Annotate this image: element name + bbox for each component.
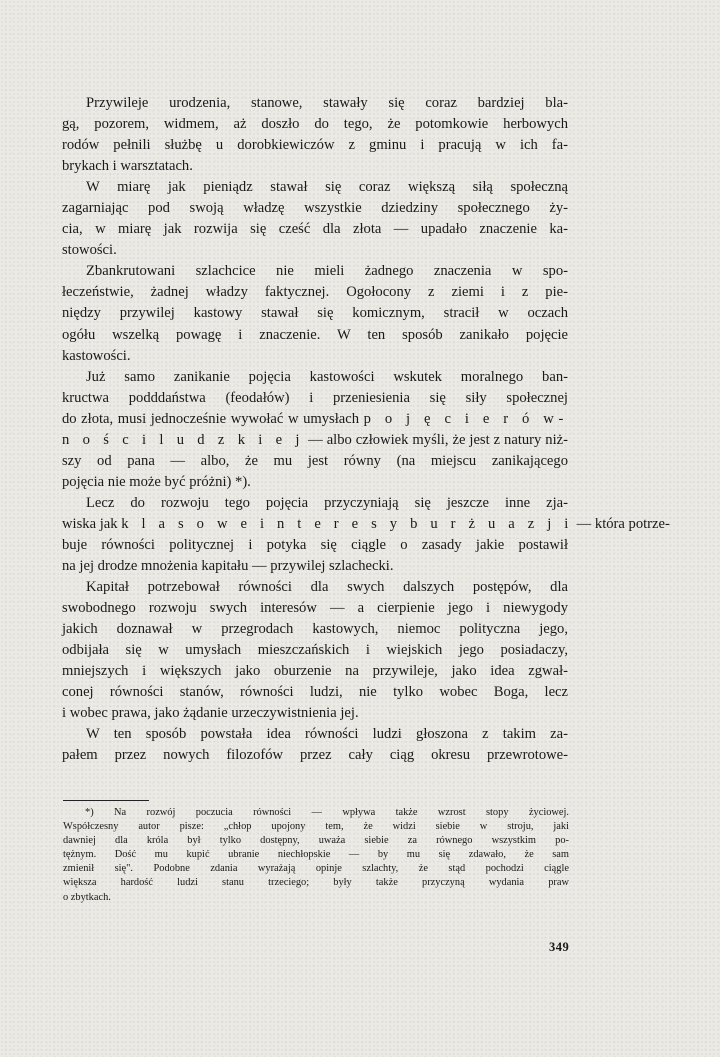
footnote-line: tężnym. Dość mu kupić ubranie niechłopskie — by mu się zdawało, że sam [63,849,569,861]
footnote-line: *) Na rozwój poczucia równości — wpływa także wzrost stopy życiowej. [85,807,569,818]
text-line [62,430,568,451]
text-segment: — która potrze- [576,515,670,532]
text-line: Kapitał potrzebował równości dla swych dalszych postępów, dla [86,579,568,596]
text-line: Lecz do rozwoju tego pojęcia przyczyniają się jeszcze inne zja- [86,494,568,511]
footnote-line: dawniej dla króla był tylko dostępny, uważa siebie za równego wszystkim po- [63,835,569,847]
text-line: niędzy przywilej kastowy stawał się komicznym, stracił w oczach [62,305,568,322]
text-segment: — albo człowiek myśli, że jest z natury niż- [308,431,568,448]
text-line: pałem przez nowych filozofów przez cały ciąg okresu przewrotowe- [62,747,568,764]
text-line: buje równości politycznej i potyka się ciągle o zasady jakie postawił [62,536,568,553]
spaced-emphasis: n o ś c i l u d z k i e j [62,431,305,448]
text-line: szy od pana — albo, że mu jest równy (na miejscu zanikającego [62,452,568,469]
text-line: rodów pełnili służbę u dorobkiewiczów z gminu i pracują w ich fa- [62,137,568,154]
text-line [62,409,568,430]
spaced-emphasis: p o j ę c i e r ó w- [363,410,569,427]
footnote-divider [63,800,149,801]
footnote-line: o zbytkach. [63,891,111,903]
footnote-line: zmienił się". Podobne zdania wyrażają opinje szlachty, że stąd pochodzi ciągle [63,863,569,875]
text-line: swobodnego rozwoju swych interesów — a cierpienie jego i niewygody [62,600,568,617]
text-line: i wobec prawa, jako żądanie urzeczywistnienia jej. [62,705,359,722]
text-line: cia, w miarę jak rozwija się cześć dla złota — upadało znaczenie ka- [62,221,568,238]
text-line: Zbankrutowani szlachcice nie mieli żadnego znaczenia w spo- [86,263,568,280]
text-line: Już samo zanikanie pojęcia kastowości wskutek moralnego ban- [86,368,568,385]
text-line: conej równości stanów, równości ludzi, nie tylko wobec Boga, lecz [62,684,568,701]
text-line: Przywileje urodzenia, stanowe, stawały się coraz bardziej bla- [86,95,568,111]
text-line: jakich doznawał w przegrodach kastowych, niemoc polityczna jego, [62,621,568,638]
text-line: mniejszych i większych jako oburzenie na przywileje, jako idea zgwał- [62,663,568,680]
text-line: brykach i warsztatach. [62,158,193,175]
text-line: stowości. [62,242,117,259]
footnote [63,806,569,905]
text-line: zagarniając pod swoją władzę wszystkie dziedziny społecznego ży- [62,200,568,217]
footnote-line: Współczesny autor pisze: „chłop upojony tem, że widzi siebie w stroju, jaki [63,821,569,833]
text-line: kastowości. [62,347,131,364]
text-line: łeczeństwie, żadnej władzy faktycznej. Ogołocony z ziemi i z pie- [62,284,568,301]
text-line: odbijała się w umysłach mieszczańskich i wiejskich jego posiadaczy, [62,642,568,659]
text-line: ogółu wszelką powagę i znaczenie. W ten sposób zanikało pojęcie [62,326,568,343]
text-line: gą, pozorem, widmem, aż doszło do tego, że potomkowie herbowych [62,116,568,133]
text-line: pojęcia nie może być próżni) *). [62,473,251,490]
text-segment: do złota, musi jednocześnie wywołać w umysłach [62,410,360,427]
text-line: kructwa podddaństwa (feodałów) i przeniesienia się siły społecznej [62,389,568,406]
text-line [62,514,670,535]
footnote-line: większa hardość ludzi stanu trzeciego; były także przyczyną wydania praw [63,877,569,889]
body-text [62,93,670,767]
spaced-emphasis: k l a s o w e i n t e r e s y b u r ż u a z j i [121,515,573,532]
text-line: W ten sposób powstała idea równości ludzi głoszona z takim za- [86,726,568,743]
text-line: W miarę jak pieniądz stawał się coraz większą siłą społeczną [86,179,568,196]
text-line: na jej drodze mnożenia kapitału — przywilej szlachecki. [62,558,394,575]
page-number: 349 [549,940,570,954]
text-segment: wiska jak [62,515,118,532]
